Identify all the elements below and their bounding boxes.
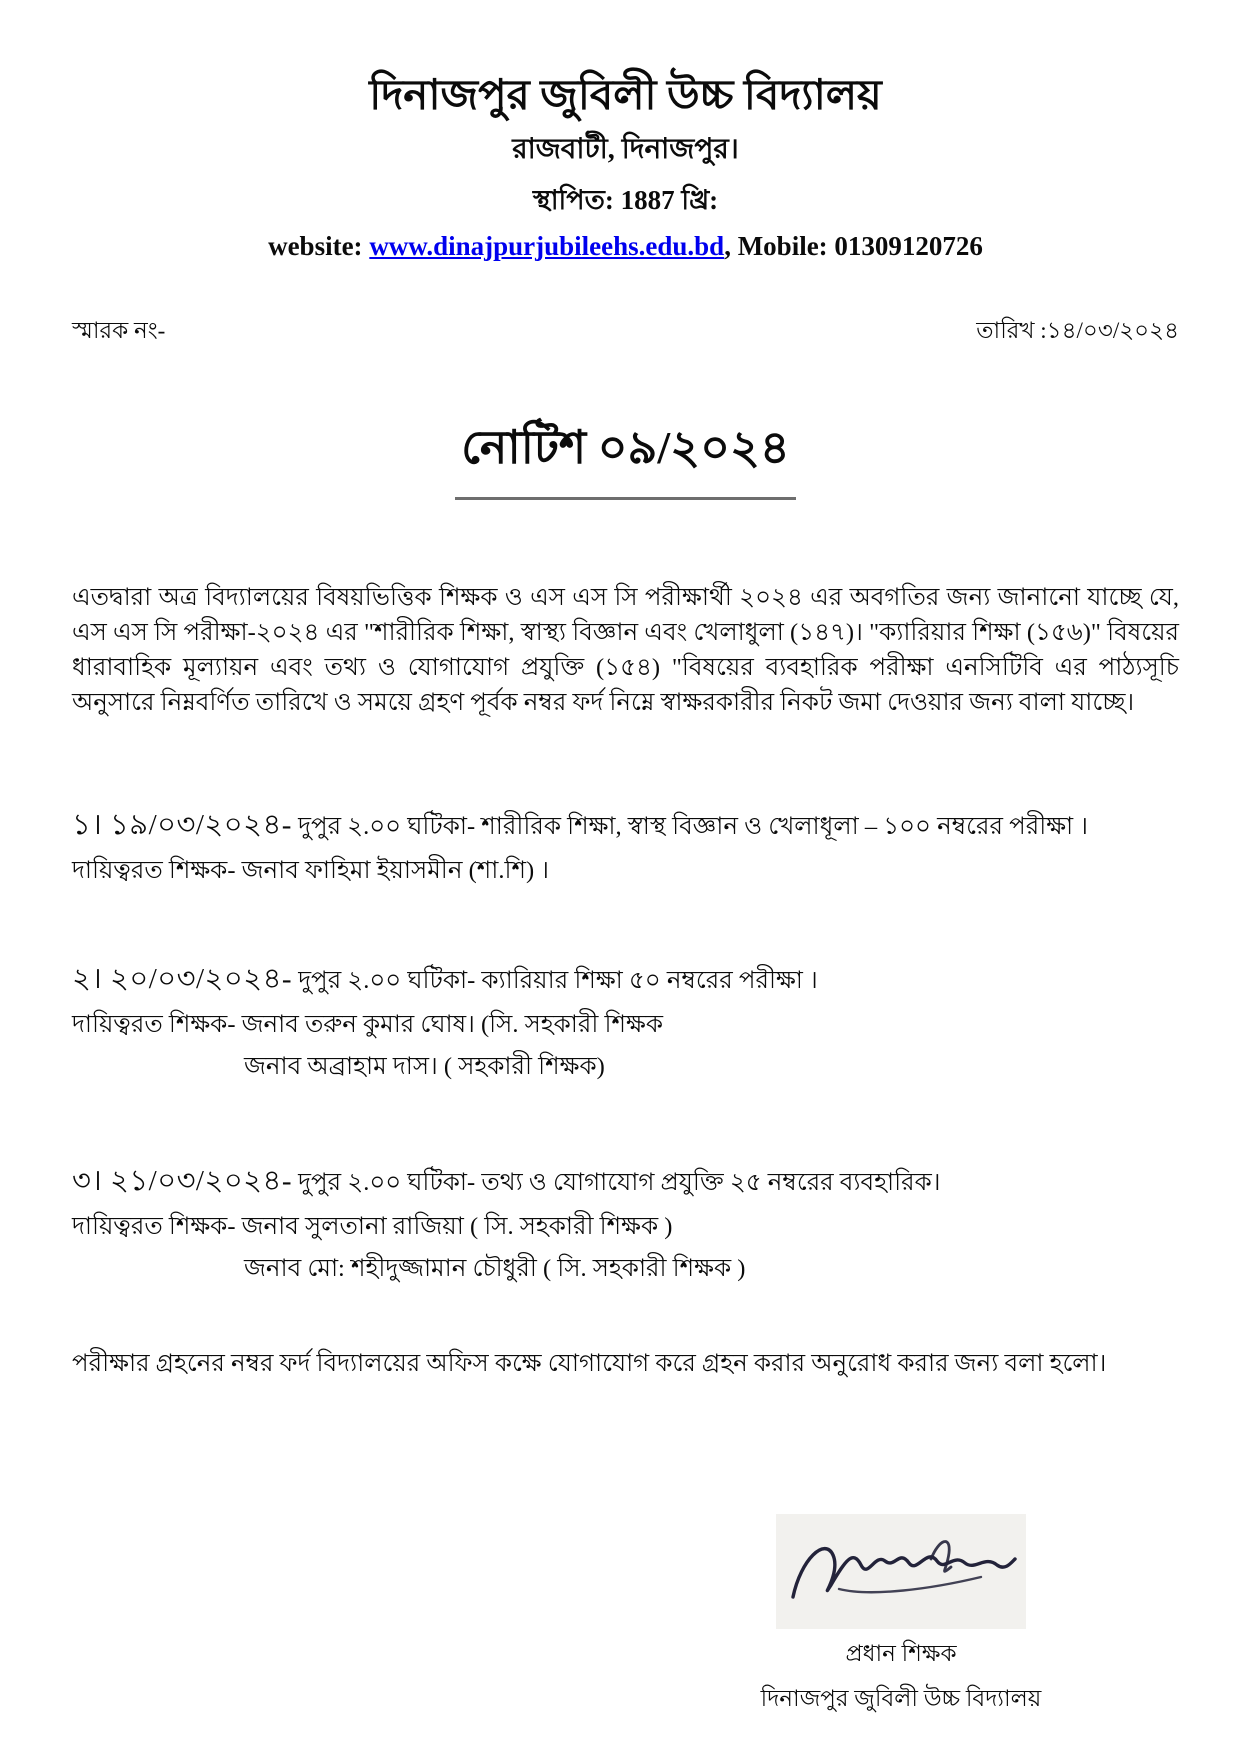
schedule-item-1	[72, 808, 1179, 888]
school-address: রাজবাটী, দিনাজপুর।	[512, 133, 739, 165]
schedule-item-2-teacher-1: দায়িত্বরত শিক্ষক- জনাব তরুন কুমার ঘোষ। (সি. সহকারী শিক্ষক	[72, 1011, 663, 1038]
signatory-title: প্রধান শিক্ষক	[845, 1640, 957, 1666]
schedule-item-1-teacher-1: দায়িত্বরত শিক্ষক- জনাব ফাহিমা ইয়াসমীন (শা.শি) ।	[72, 857, 550, 884]
schedule-item-3-teacher-2: জনাব মো: শহীদুজ্জামান চৌধুরী ( সি. সহকারী শিক্ষক )	[244, 1255, 746, 1282]
schedule-item-3-text: দুপুর ২.০০ ঘটিকা- তথ্য ও যোগাযোগ প্রযুক্তি ২৫ নম্বরের ব্যবহারিক।	[292, 1169, 941, 1196]
school-name: দিনাজপুর জুবিলী উচ্চ বিদ্যালয়	[369, 73, 882, 119]
website-link[interactable]: www.dinajpurjubileehs.edu.bd	[369, 230, 725, 261]
signature-block	[741, 1514, 1061, 1719]
memo-date-row	[72, 312, 1179, 351]
notice-date: তারিখ :১৪/০৩/২০২৪	[976, 317, 1179, 343]
schedule-item-1-date: ১। ১৯/০৩/২০২৪-	[72, 809, 292, 841]
schedule-item-2-head	[72, 962, 1179, 998]
letterhead	[72, 70, 1179, 262]
notice-title-wrap	[72, 413, 1179, 500]
schedule-item-3-date: ৩। ২১/০৩/২০২৪-	[72, 1165, 293, 1197]
signatory-organization: দিনাজপুর জুবিলী উচ্চ বিদ্যালয়	[760, 1685, 1042, 1711]
mobile-number: , Mobile: 01309120726	[724, 230, 983, 261]
website-label: website:	[268, 230, 370, 261]
signature-scrawl-icon	[781, 1519, 1021, 1624]
schedule-item-3-teacher-1: দায়িত্বরত শিক্ষক- জনাব সুলতানা রাজিয়া ( সি. সহকারী শিক্ষক )	[72, 1213, 673, 1240]
schedule-item-1-head	[72, 808, 1179, 844]
contact-line	[72, 231, 1179, 262]
schedule-item-2-text: দুপুর ২.০০ ঘটিকা- ক্যারিয়ার শিক্ষা ৫০ নম্বরের পরীক্ষা ।	[292, 967, 818, 994]
schedule-item-3-head	[72, 1164, 1179, 1200]
schedule-item-3	[72, 1164, 1179, 1286]
closing-instruction: পরীক্ষার গ্রহনের নম্বর ফর্দ বিদ্যালয়ের অফিস কক্ষে যোগাযোগ করে গ্রহন করার অনুরোধ করার জন্য বলা হলো।	[72, 1350, 1107, 1377]
established-year: স্থাপিত: 1887 খ্রি:	[532, 184, 719, 215]
schedule-item-2-teacher-2: জনাব অব্রাহাম দাস। ( সহকারী শিক্ষক)	[244, 1053, 605, 1080]
notice-title: নোটিশ ০৯/২০২৪	[455, 413, 796, 500]
schedule-item-2	[72, 962, 1179, 1084]
memo-number-label: স্মারক নং-	[72, 317, 166, 343]
headmaster-signature-image	[776, 1514, 1026, 1629]
schedule-item-1-text: দুপুর ২.০০ ঘটিকা- শারীরিক শিক্ষা, স্বাস্থ বিজ্ঞান ও খেলাধূলা – ১০০ নম্বরের পরীক্ষা ।	[291, 813, 1089, 840]
notice-intro-paragraph: এতদ্বারা অত্র বিদ্যালয়ের বিষয়ভিত্তিক শিক্ষক ও এস এস সি পরীক্ষার্থী ২০২৪ এর অবগতির জন্য জানানো যাচ্ছে যে, এস এস সি পরীক্ষা-২০২৪ এর "শারীরিক শিক্ষা, স্বাস্থ্য বিজ্ঞান এবং খেলাধুলা (১৪৭)। "ক্যারিয়ার শিক্ষা (১৫৬)" বিষয়ের ধারাবাহিক মূল্যায়ন এবং তথ্য ও যোগাযোগ প্রযুক্তি (১৫৪) "বিষয়ের ব্যবহারিক পরীক্ষা এনসিটিবি এর পাঠ্যসূচি অনুসারে নিম্নবর্ণিত তারিখে ও সময়ে গ্রহণ পূর্বক নম্বর ফর্দ নিম্নে স্বাক্ষরকারীর নিকট জমা দেওয়ার জন্য বালা যাচ্ছে।	[72, 583, 1179, 716]
schedule-item-2-date: ২। ২০/০৩/২০২৪-	[72, 963, 293, 995]
